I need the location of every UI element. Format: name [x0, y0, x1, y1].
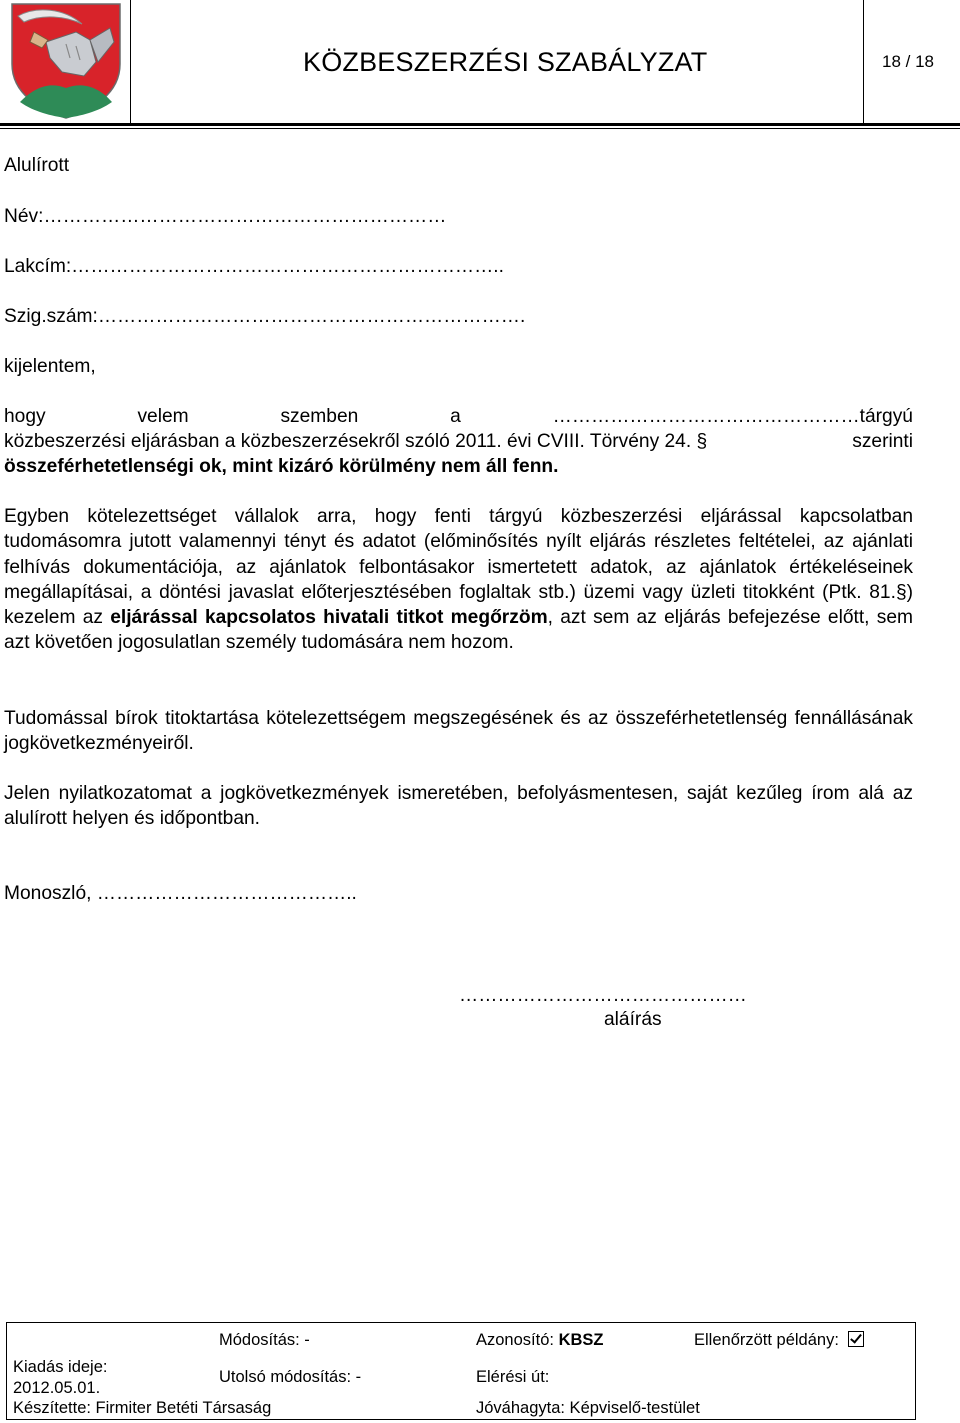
declare-text: kijelentem,: [4, 356, 96, 377]
approved-by: Jóváhagyta: Képviselő-testület: [476, 1399, 700, 1417]
header-rule-thin: [0, 128, 960, 129]
confidentiality-text: Egyben kötelezettséget vállalok arra, hogy fenti tárgyú közbeszerzési eljárással kapcsolatban tudomásomra jutott valamennyi tényt és adatot (előminősítés nyílt eljárás részletes feltételei, az ajánlati felhívás dokumentációja, az ajánlatok felbontásakor ismertetett adatok, az ajánlatok értékeléseinek megállapításai, a döntési javaslat előterjesztésében foglaltak stb.) üzemi vagy üzleti titokként (Ptk. 81.: [4, 506, 913, 603]
statement-line-2: [4, 429, 913, 454]
section-sign: §: [696, 431, 708, 452]
statement-blank: …………………………………………tárgyú: [552, 406, 913, 427]
signature-line: ………………………………………: [459, 985, 747, 1006]
confidentiality-text: ) kezelem az: [4, 581, 913, 629]
signature-label: aláírás: [604, 1009, 662, 1030]
identifier: [476, 1330, 603, 1350]
last-modification: Utolsó módosítás: -: [219, 1368, 362, 1386]
controlled-copy: [694, 1330, 864, 1350]
confidentiality-bold: eljárással kapcsolatos hivatali titkot megőrzöm: [110, 607, 548, 629]
statement-bold: összeférhetetlenségi ok, mint kizáró körülmény nem áll fenn.: [4, 456, 559, 477]
statement-word: szemben: [280, 406, 359, 427]
address-field: Lakcím:…………………………………………………………..: [4, 256, 504, 277]
page-number: 18 / 18: [882, 52, 934, 71]
header-rule: [0, 123, 960, 126]
coat-of-arms-icon: [6, 2, 126, 120]
document-title: KÖZBESZERZÉSI SZABÁLYZAT: [303, 47, 708, 77]
header-divider: [130, 0, 131, 124]
identifier-label: Azonosító:: [476, 1331, 554, 1349]
identifier-value: KBSZ: [558, 1331, 604, 1349]
statement-line-1: [4, 404, 913, 429]
header-divider: [863, 0, 864, 124]
intro-text: Alulírott: [4, 155, 70, 176]
statement-text: közbeszerzési eljárásban a közbeszerzésekről szóló 2011. évi CVIII. Törvény 24.: [4, 431, 692, 452]
id-number-field: Szig.szám:………………………………………………………….: [4, 306, 526, 327]
prepared-by: Készítette: Firmiter Betéti Társaság: [13, 1399, 272, 1417]
checkbox-checked-icon: [848, 1331, 864, 1347]
controlled-copy-label: Ellenőrzött példány:: [694, 1331, 839, 1349]
page-header: [0, 0, 960, 130]
issue-date-label: Kiadás ideje:: [13, 1358, 108, 1376]
confidentiality-text: , azt sem az eljárás befejezése előtt, sem azt követően jogosulatlan személy tudomására nem hozom.: [4, 607, 913, 654]
issue-date: 2012.05.01.: [13, 1379, 101, 1397]
document-footer: [6, 1322, 916, 1420]
confidentiality-paragraph: [4, 504, 913, 656]
modification: Módosítás: -: [219, 1331, 310, 1349]
statement-text-end: szerinti: [852, 431, 913, 452]
section-sign: §: [895, 581, 907, 603]
statement-word: hogy: [4, 406, 46, 427]
closing-paragraph: Jelen nyilatkozatomat a jogkövetkezmények ismeretében, befolyásmentesen, saját kezűleg írom alá az alulírott helyen és időpontban.: [4, 783, 913, 830]
path-label: Elérési út:: [476, 1368, 550, 1386]
statement-word: a: [450, 406, 461, 427]
name-field: Név:………………………………………………………: [4, 206, 447, 227]
awareness-paragraph: Tudomással bírok titoktartása kötelezettségem megszegésének és az összeférhetetlenség fennállásának jogkövetkezményeiről.: [4, 708, 913, 755]
statement-word: velem: [137, 406, 189, 427]
place-date-field: Monoszló, …………………………………..: [4, 883, 357, 904]
